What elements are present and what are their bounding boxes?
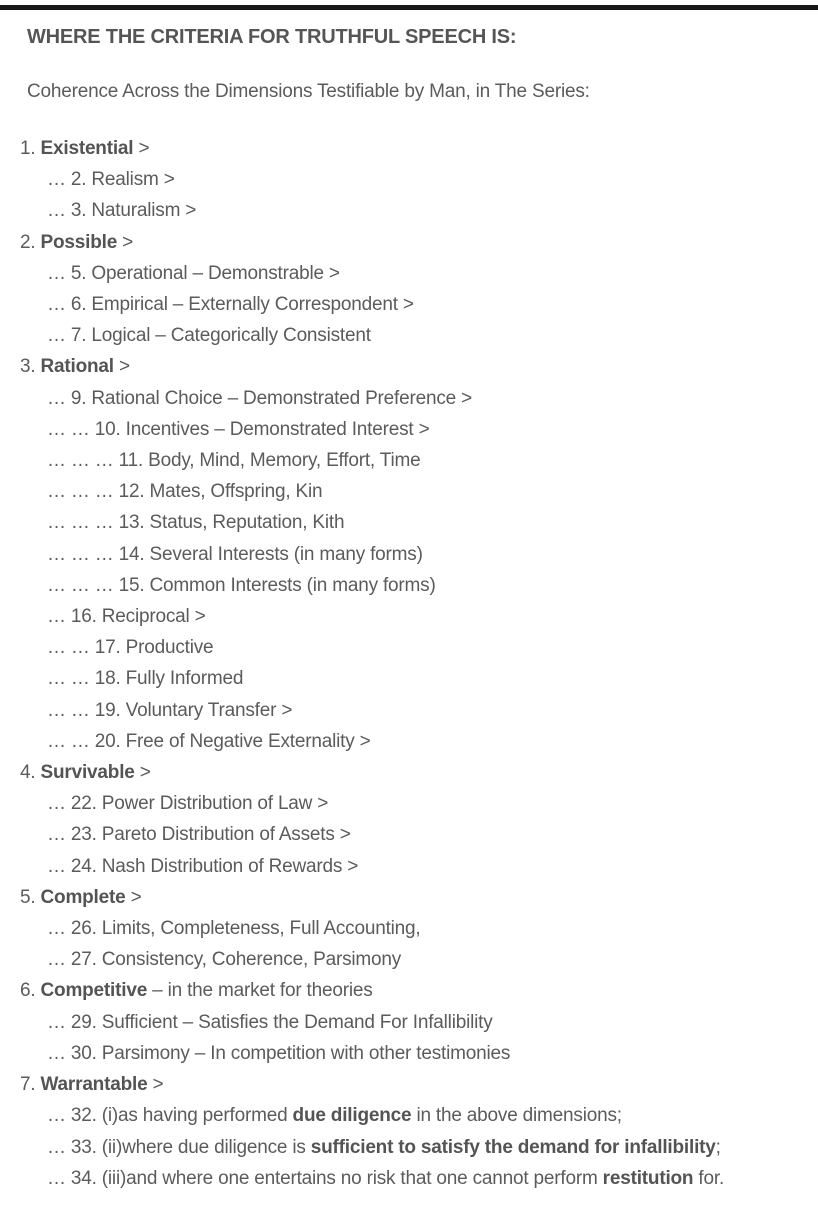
list-line-text: … … 10. Incentives – Demonstrated Interest > — [47, 418, 430, 440]
list-line — [0, 1163, 818, 1194]
page-subtitle: Coherence Across the Dimensions Testifiable by Man, in The Series: — [27, 81, 590, 102]
list-line-text: … … 19. Voluntary Transfer > — [47, 699, 293, 721]
document-page — [0, 5, 818, 1200]
list-line-text: – in the market for theories — [147, 980, 373, 1002]
list-line-text: > — [125, 886, 142, 908]
list-line — [0, 351, 818, 382]
list-line — [0, 882, 818, 913]
list-line-text: 1. — [20, 138, 41, 159]
list-line-text: … … … 12. Mates, Offspring, Kin — [47, 481, 323, 503]
list-line-text: … 16. Reciprocal > — [47, 606, 206, 628]
list-line-text: restitution — [602, 1167, 694, 1189]
criteria-list — [0, 133, 818, 1194]
list-line — [0, 663, 818, 694]
list-line — [0, 445, 818, 476]
list-line-text: … … … 11. Body, Mind, Memory, Effort, Time — [47, 450, 421, 472]
list-line-text: > — [147, 1074, 164, 1096]
list-line-text: Complete — [40, 886, 126, 908]
list-line-text: … 22. Power Distribution of Law > — [47, 793, 329, 815]
list-line — [0, 164, 818, 195]
list-line — [0, 320, 818, 351]
list-line-text: Warrantable — [40, 1074, 148, 1096]
list-line — [0, 227, 818, 258]
list-line — [0, 601, 818, 632]
list-line-text: … … 18. Fully Informed — [47, 668, 244, 690]
list-line-text: … 27. Consistency, Coherence, Parsimony — [47, 949, 402, 971]
list-line — [0, 1069, 818, 1100]
list-line-text: 2. — [20, 231, 41, 253]
list-line — [0, 195, 818, 226]
list-line — [0, 944, 818, 975]
list-line-text: … 7. Logical – Categorically Consistent — [47, 325, 371, 347]
list-line-text: … 9. Rational Choice – Demonstrated Preference > — [47, 387, 472, 409]
list-line — [0, 1007, 818, 1038]
list-line — [0, 258, 818, 289]
list-line — [0, 414, 818, 445]
list-line — [0, 913, 818, 944]
list-line-text: 7. — [20, 1074, 41, 1096]
list-line — [0, 851, 818, 882]
list-line-text: in the above dimensions; — [411, 1105, 622, 1127]
list-line — [0, 632, 818, 663]
list-line — [0, 1038, 818, 1069]
list-line — [0, 476, 818, 507]
list-line — [0, 539, 818, 570]
list-line-text: due diligence — [292, 1105, 412, 1127]
list-line-text: Possible — [40, 231, 118, 253]
list-line-text: > — [113, 356, 130, 378]
list-line-text: … … 20. Free of Negative Externality > — [47, 730, 371, 752]
list-line-text: Competitive — [40, 980, 148, 1002]
list-line-text: sufficient to satisfy the demand for infallibility — [310, 1136, 716, 1158]
list-line-text: … 29. Sufficient – Satisfies the Demand For Infallibility — [47, 1011, 493, 1033]
list-line — [0, 975, 818, 1006]
list-line-text: … 6. Empirical – Externally Correspondent > — [47, 294, 414, 316]
list-line — [0, 788, 818, 819]
list-line-text: 3. — [20, 356, 41, 378]
list-line-text: … 32. (i)as having performed — [47, 1105, 293, 1127]
list-line-text: … 34. (iii)and where one entertains no risk that one cannot perform — [47, 1167, 603, 1189]
list-line — [0, 289, 818, 320]
list-line-text: … 23. Pareto Distribution of Assets > — [47, 824, 351, 846]
list-line — [0, 819, 818, 850]
list-line — [0, 695, 818, 726]
list-line — [0, 570, 818, 601]
list-line — [0, 1100, 818, 1131]
list-line-text: … … … 13. Status, Reputation, Kith — [47, 512, 345, 534]
list-line — [0, 383, 818, 414]
list-line-text: 6. — [20, 980, 41, 1002]
list-line-text: … … … 14. Several Interests (in many forms) — [47, 543, 423, 565]
list-line-text: … 33. (ii)where due diligence is — [47, 1136, 311, 1158]
list-line — [0, 133, 818, 164]
list-line-text: ; — [715, 1136, 721, 1158]
list-line-text: … 3. Naturalism > — [47, 200, 197, 222]
list-line-text: … 2. Realism > — [47, 169, 175, 191]
list-line — [0, 1132, 818, 1163]
list-line — [0, 726, 818, 757]
list-line-text: Survivable — [40, 762, 135, 784]
list-line-text: > — [134, 762, 151, 784]
list-line-text: Existential — [40, 138, 134, 159]
list-line-text: 5. — [20, 886, 41, 908]
list-line-text: > — [117, 231, 134, 253]
window-top-border — [0, 5, 818, 10]
list-line — [0, 507, 818, 538]
list-line-text: … 24. Nash Distribution of Rewards > — [47, 855, 359, 877]
list-line-text: … 30. Parsimony – In competition with other testimonies — [47, 1042, 511, 1064]
list-line — [0, 757, 818, 788]
list-line-text: > — [133, 138, 150, 159]
list-line-text: Rational — [40, 356, 114, 378]
list-line-text: … … … 15. Common Interests (in many forms) — [47, 574, 436, 596]
list-line-text: … 5. Operational – Demonstrable > — [47, 262, 340, 284]
list-line-text: … … 17. Productive — [47, 637, 214, 659]
page-title: WHERE THE CRITERIA FOR TRUTHFUL SPEECH IS: — [27, 26, 517, 48]
list-line-text: … 26. Limits, Completeness, Full Accounting, — [47, 918, 421, 940]
list-line-text: 4. — [20, 762, 41, 784]
list-line-text: for. — [693, 1167, 725, 1189]
